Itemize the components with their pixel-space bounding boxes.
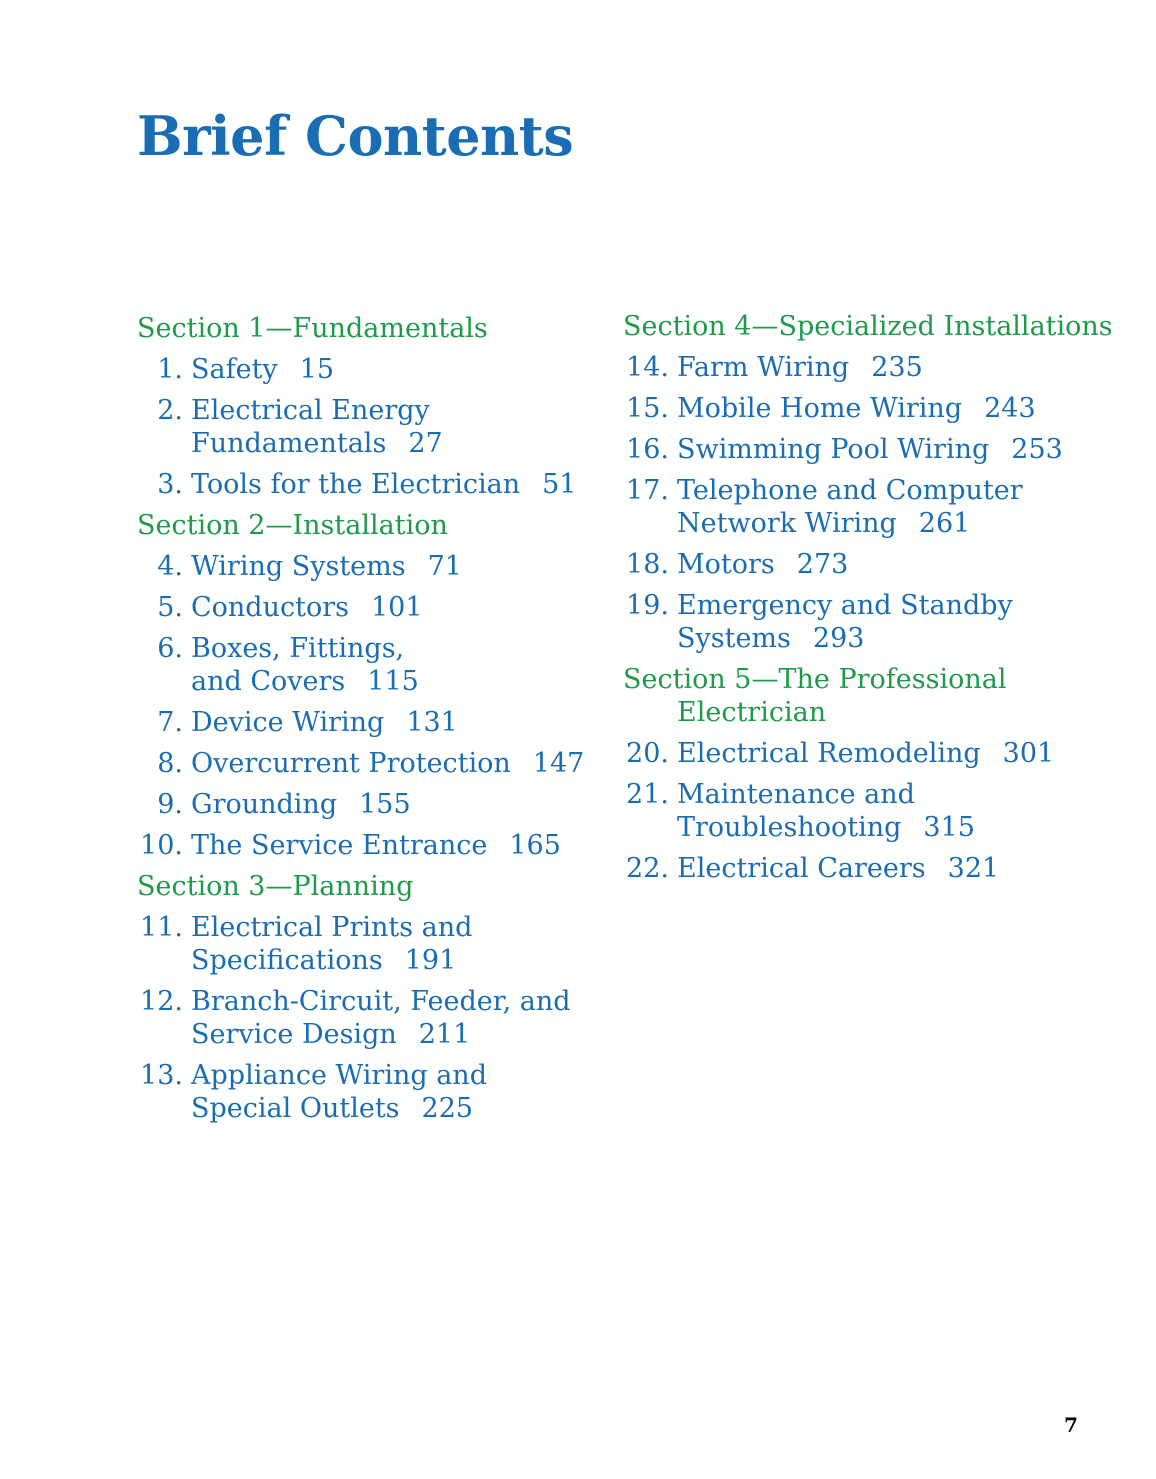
section-heading-line: Section 2—Installation	[137, 510, 448, 541]
chapter-entry[interactable]	[137, 632, 587, 698]
chapter-entry[interactable]	[137, 911, 587, 977]
chapter-page: 243	[984, 393, 1036, 424]
chapter-entry[interactable]	[137, 829, 587, 862]
chapter-page: 321	[947, 853, 1000, 884]
chapter-number: 16.	[626, 434, 669, 465]
chapter-number: 3.	[157, 469, 183, 500]
chapter-entry[interactable]	[623, 548, 1123, 581]
chapter-title: Branch-Circuit, Feeder, and	[191, 986, 571, 1017]
chapter-number: 6.	[157, 633, 183, 664]
chapter-number: 13.	[140, 1060, 183, 1091]
chapter-number: 10.	[140, 830, 183, 861]
chapter-title: Safety	[191, 354, 278, 385]
chapter-title: Motors	[677, 549, 775, 580]
section-heading-line: Section 1—Fundamentals	[137, 313, 488, 344]
chapter-page: 15	[299, 354, 335, 385]
chapter-page: 165	[509, 830, 561, 861]
chapter-title: Network Wiring	[677, 508, 897, 539]
chapter-title: Boxes, Fittings,	[191, 633, 405, 664]
chapter-title: Electrical Energy	[191, 395, 430, 426]
chapter-title: Appliance Wiring and	[191, 1060, 487, 1091]
chapter-title: Electrical Remodeling	[677, 738, 981, 769]
chapter-title: The Service Entrance	[191, 830, 488, 861]
chapter-title: Electrical Careers	[677, 853, 926, 884]
chapter-title: Telephone and Computer	[677, 475, 1023, 506]
chapter-entry[interactable]	[137, 1059, 587, 1125]
chapter-title: Grounding	[191, 789, 338, 820]
chapter-page: 115	[367, 666, 419, 697]
section-heading[interactable]	[137, 870, 587, 903]
chapter-number: 18.	[626, 549, 669, 580]
chapter-title: Service Design	[191, 1019, 397, 1050]
chapter-page: 261	[918, 508, 971, 539]
chapter-title: Device Wiring	[191, 707, 385, 738]
chapter-number: 19.	[626, 590, 669, 621]
chapter-entry[interactable]	[623, 433, 1123, 466]
chapter-title: Farm Wiring	[677, 352, 850, 383]
chapter-entry[interactable]	[137, 706, 587, 739]
chapter-page: 147	[532, 748, 585, 779]
section-heading-line: Electrician	[677, 697, 827, 728]
chapter-title: Troubleshooting	[677, 812, 902, 843]
chapter-number: 14.	[626, 352, 669, 383]
chapter-title: Maintenance and	[677, 779, 915, 810]
section-heading-line: Section 4—Specialized Installations	[623, 311, 1113, 342]
chapter-entry[interactable]	[137, 468, 587, 501]
contents-column-right	[623, 310, 1123, 893]
chapter-title: Swimming Pool Wiring	[677, 434, 990, 465]
chapter-number: 11.	[140, 912, 183, 943]
chapter-page: 315	[923, 812, 975, 843]
chapter-entry[interactable]	[623, 351, 1123, 384]
chapter-number: 8.	[157, 748, 183, 779]
chapter-number: 1.	[157, 354, 183, 385]
chapter-page: 225	[421, 1093, 474, 1124]
chapter-entry[interactable]	[137, 550, 587, 583]
chapter-entry[interactable]	[137, 747, 587, 780]
chapter-number: 15.	[626, 393, 669, 424]
chapter-page: 27	[408, 428, 443, 459]
chapter-entry[interactable]	[137, 591, 587, 624]
chapter-title: Tools for the Electrician	[191, 469, 521, 500]
chapter-number: 20.	[626, 738, 669, 769]
chapter-title: Special Outlets	[191, 1093, 400, 1124]
chapter-page: 301	[1002, 738, 1055, 769]
chapter-entry[interactable]	[137, 788, 587, 821]
chapter-entry[interactable]	[623, 737, 1123, 770]
chapter-title: Electrical Prints and	[191, 912, 473, 943]
chapter-number: 9.	[157, 789, 183, 820]
section-heading[interactable]	[137, 509, 587, 542]
chapter-entry[interactable]	[623, 778, 1123, 844]
chapter-number: 5.	[157, 592, 183, 623]
chapter-number: 17.	[626, 475, 669, 506]
section-heading[interactable]	[623, 663, 1123, 729]
chapter-page: 155	[359, 789, 411, 820]
chapter-entry[interactable]	[137, 394, 587, 460]
chapter-number: 21.	[626, 779, 669, 810]
section-heading[interactable]	[623, 310, 1123, 343]
chapter-page: 191	[404, 945, 457, 976]
chapter-number: 2.	[157, 395, 183, 426]
section-heading-line: Section 3—Planning	[137, 871, 414, 902]
chapter-title: Emergency and Standby	[677, 590, 1013, 621]
section-heading-line: Section 5—The Professional	[623, 664, 1007, 695]
chapter-page: 211	[418, 1019, 471, 1050]
chapter-entry[interactable]	[623, 852, 1123, 885]
chapter-title: Systems	[677, 623, 791, 654]
chapter-title: and Covers	[191, 666, 346, 697]
chapter-page: 71	[427, 551, 462, 582]
chapter-page: 253	[1011, 434, 1063, 465]
chapter-title: Wiring Systems	[191, 551, 406, 582]
chapter-page: 51	[542, 469, 577, 500]
page-number: 7	[1064, 1413, 1078, 1437]
chapter-page: 131	[406, 707, 458, 738]
chapter-entry[interactable]	[623, 474, 1123, 540]
chapter-page: 101	[370, 592, 423, 623]
chapter-title: Conductors	[191, 592, 349, 623]
chapter-title: Fundamentals	[191, 428, 387, 459]
chapter-title: Specifications	[191, 945, 383, 976]
section-heading[interactable]	[137, 312, 587, 345]
chapter-page: 235	[871, 352, 923, 383]
chapter-number: 22.	[626, 853, 669, 884]
chapter-entry[interactable]	[137, 353, 587, 386]
page-title: Brief Contents	[137, 104, 574, 168]
chapter-title: Mobile Home Wiring	[677, 393, 963, 424]
chapter-entry[interactable]	[137, 985, 587, 1051]
chapter-page: 293	[812, 623, 865, 654]
contents-column-left	[137, 312, 587, 1133]
chapter-title: Overcurrent Protection	[191, 748, 511, 779]
chapter-entry[interactable]	[623, 392, 1123, 425]
chapter-number: 4.	[157, 551, 183, 582]
chapter-number: 12.	[140, 986, 183, 1017]
chapter-number: 7.	[157, 707, 183, 738]
chapter-page: 273	[796, 549, 849, 580]
chapter-entry[interactable]	[623, 589, 1123, 655]
